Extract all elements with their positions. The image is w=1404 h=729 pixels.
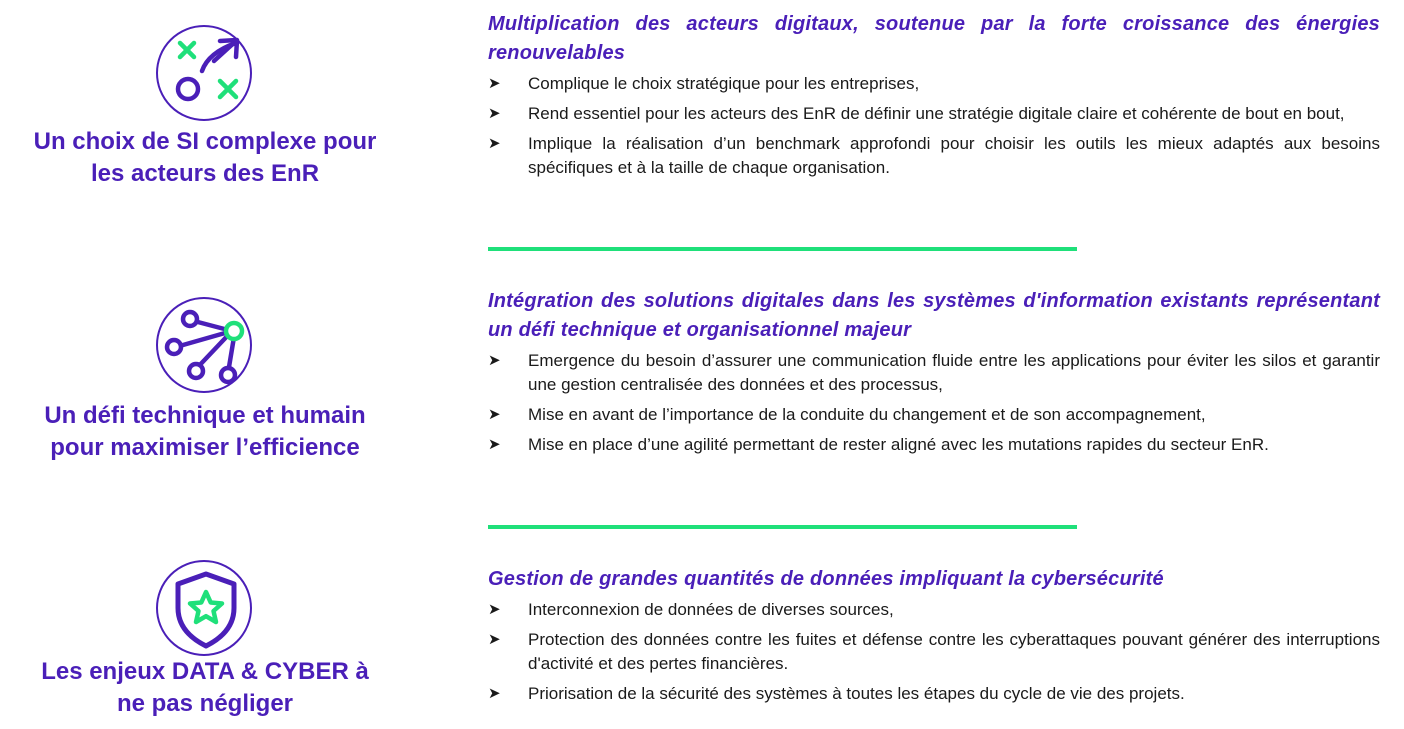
section-heading: Intégration des solutions digitales dans les systèmes d'information existants représentant un défi technique et organisationnel majeur (488, 290, 1380, 341)
strategy-icon (156, 25, 252, 121)
section-divider (488, 247, 1077, 251)
arrow-bullet-icon: ➤ (488, 105, 501, 122)
section-content (488, 10, 1380, 186)
bullet-list (488, 598, 1380, 706)
network-icon (156, 297, 252, 393)
arrow-bullet-icon: ➤ (488, 75, 501, 92)
arrow-bullet-icon: ➤ (488, 352, 501, 369)
section-divider (488, 525, 1077, 529)
bullet-list (488, 349, 1380, 457)
list-item: ➤ Implique la réalisation d’un benchmark approfondi pour choisir les outils les mieux adaptés aux besoins spécifiques et à la taille de chaque organisation. (488, 134, 1380, 177)
list-item: ➤ Emergence du besoin d’assurer une communication fluide entre les applications pour éviter les silos et garantir une gestion centralisée des données et des processus, (488, 351, 1380, 394)
section-title: Les enjeux DATA & CYBER à ne pas négliger (41, 658, 369, 717)
arrow-bullet-icon: ➤ (488, 685, 501, 702)
list-item: ➤ Complique le choix stratégique pour les entreprises, (488, 72, 1380, 96)
shield-star-icon (156, 560, 252, 656)
section-content (488, 287, 1380, 463)
list-item: ➤ Protection des données contre les fuites et défense contre les cyberattaques pouvant générer des interruptions d'activité et des pertes financières. (488, 630, 1380, 673)
arrow-bullet-icon: ➤ (488, 135, 501, 152)
list-item: ➤ Rend essentiel pour les acteurs des EnR de définir une stratégie digitale claire et cohérente de bout en bout, (488, 102, 1380, 126)
list-item: ➤ Mise en place d’une agilité permettant de rester aligné avec les mutations rapides du secteur EnR. (488, 433, 1380, 457)
section-heading: Multiplication des acteurs digitaux, soutenue par la forte croissance des énergies renouvelables (488, 13, 1380, 64)
arrow-bullet-icon: ➤ (488, 436, 501, 453)
list-item: ➤ Interconnexion de données de diverses sources, (488, 598, 1380, 622)
arrow-bullet-icon: ➤ (488, 406, 501, 423)
list-item: ➤ Priorisation de la sécurité des systèmes à toutes les étapes du cycle de vie des projets. (488, 682, 1380, 706)
section-title: Un choix de SI complexe pour les acteurs des EnR (33, 128, 377, 187)
section-title: Un défi technique et humain pour maximiser l’efficience (44, 402, 366, 461)
section-heading: Gestion de grandes quantités de données impliquant la cybersécurité (488, 568, 1164, 590)
arrow-bullet-icon: ➤ (488, 631, 501, 648)
bullet-list (488, 72, 1380, 180)
list-item: ➤ Mise en avant de l’importance de la conduite du changement et de son accompagnement, (488, 403, 1380, 427)
section-content (488, 565, 1380, 712)
arrow-bullet-icon: ➤ (488, 601, 501, 618)
